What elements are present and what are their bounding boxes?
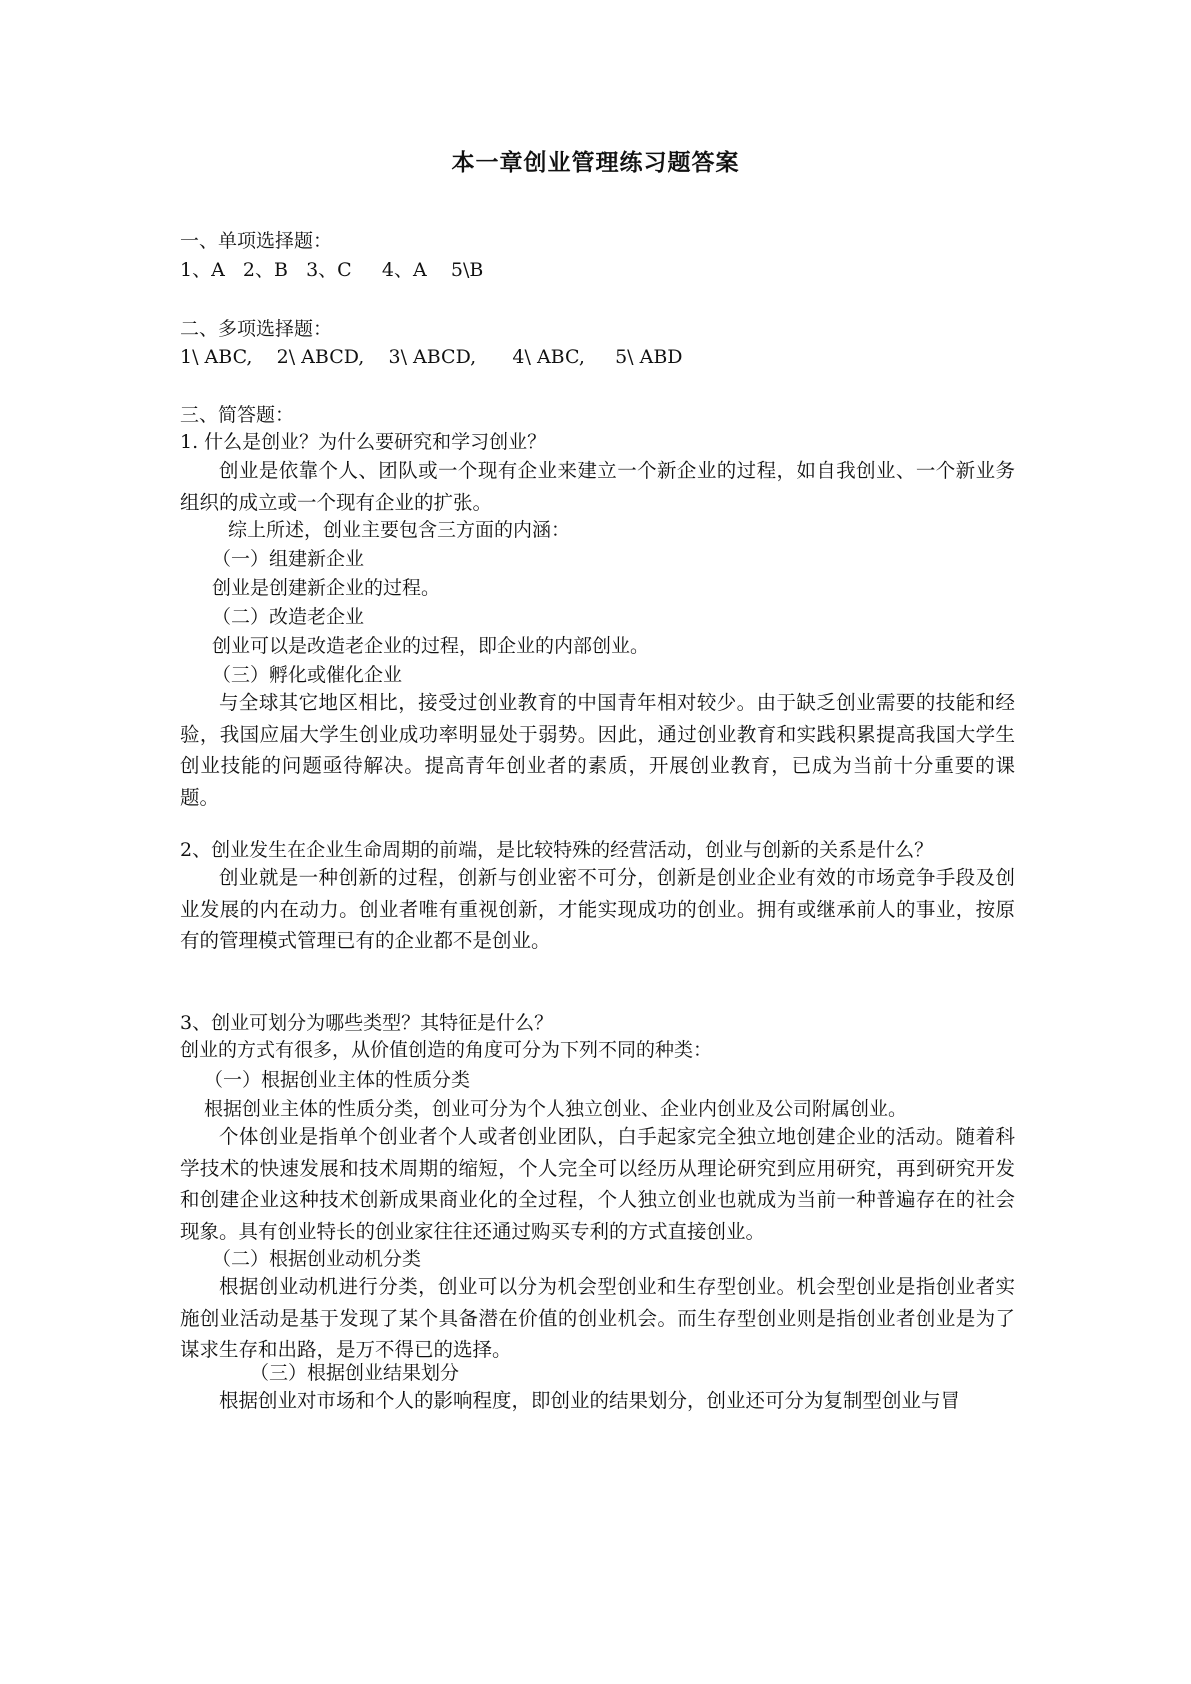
question-3: 3、创业可划分为哪些类型？其特征是什么？ [180, 1012, 554, 1034]
q3-result-paragraph: 根据创业对市场和个人的影响程度，即创业的结果划分，创业还可分为复制型创业与冒 [219, 1389, 961, 1412]
section-heading-multiple-choice: 二、多项选择题： [180, 318, 333, 340]
q2-answer-paragraph: 创业就是一种创新的过程，创新与创业密不可分，创新是创业企业有效的市场竞争手段及创业发展的内在动力。创业者唯有重视创新，才能实现成功的创业。拥有或继承前人的事业，按原有的管理模式管理已有的企业都不是创业。 [180, 866, 1015, 952]
q1-subtext-1: 创业是创建新企业的过程。 [212, 577, 441, 599]
q3-motivation-paragraph: 根据创业动机进行分类，创业可以分为机会型创业和生存型创业。机会型创业是指创业者实施创业活动是基于发现了某个具备潜在价值的创业机会。而生存型创业则是指创业者创业是为了谋求生存和出路，是万不得已的选择。 [180, 1275, 1015, 1361]
q1-subheading-3: （三）孵化或催化企业 [212, 664, 403, 686]
q1-subtext-2: 创业可以是改造老企业的过程，即企业的内部创业。 [212, 635, 650, 657]
question-1: 1. 什么是创业？为什么要研究和学习创业？ [180, 431, 547, 453]
q3-subtext-1: 根据创业主体的性质分类，创业可分为个人独立创业、企业内创业及公司附属创业。 [204, 1098, 908, 1120]
q3-subheading-1: （一）根据创业主体的性质分类 [204, 1069, 471, 1091]
section-heading-single-choice: 一、单项选择题： [180, 230, 333, 252]
q1-subheading-2: （二）改造老企业 [212, 606, 365, 628]
question-2: 2、创业发生在企业生命周期的前端，是比较特殊的经营活动，创业与创新的关系是什么？ [180, 839, 934, 861]
q3-subheading-3: （三）根据创业结果划分 [250, 1362, 460, 1384]
multiple-choice-answers: 1\ ABC, 2\ ABCD, 3\ ABCD, 4\ ABC, 5\ ABD [180, 346, 683, 368]
q3-subheading-2: （二）根据创业动机分类 [212, 1248, 422, 1270]
q3-intro: 创业的方式有很多，从价值创造的角度可分为下列不同的种类： [180, 1039, 713, 1061]
single-choice-answers: 1、A 2、B 3、C 4、A 5\B [180, 259, 484, 281]
page-title: 本一章创业管理练习题答案 [451, 150, 740, 176]
q3-individual-paragraph: 个体创业是指单个创业者个人或者创业团队，白手起家完全独立地创建企业的活动。随着科学技术的快速发展和技术周期的缩短，个人完全可以经历从理论研究到应用研究，再到研究开发和创建企业这种技术创新成果商业化的全过程，个人独立创业也就成为当前一种普遍存在的社会现象。具有创业特长的创业家往往还通过购买专利的方式直接创业。 [180, 1125, 1015, 1243]
q1-subheading-1: （一）组建新企业 [212, 548, 365, 570]
q1-summary-line: 综上所述，创业主要包含三方面的内涵： [228, 519, 571, 541]
section-heading-short-answer: 三、简答题： [180, 404, 295, 426]
q1-definition-paragraph: 创业是依靠个人、团队或一个现有企业来建立一个新企业的过程，如自我创业、一个新业务组织的成立或一个现有企业的扩张。 [180, 459, 1015, 514]
q1-education-paragraph: 与全球其它地区相比，接受过创业教育的中国青年相对较少。由于缺乏创业需要的技能和经验，我国应届大学生创业成功率明显处于弱势。因此，通过创业教育和实践积累提高我国大学生创业技能的问题亟待解决。提高青年创业者的素质，开展创业教育，已成为当前十分重要的课题。 [180, 691, 1015, 809]
